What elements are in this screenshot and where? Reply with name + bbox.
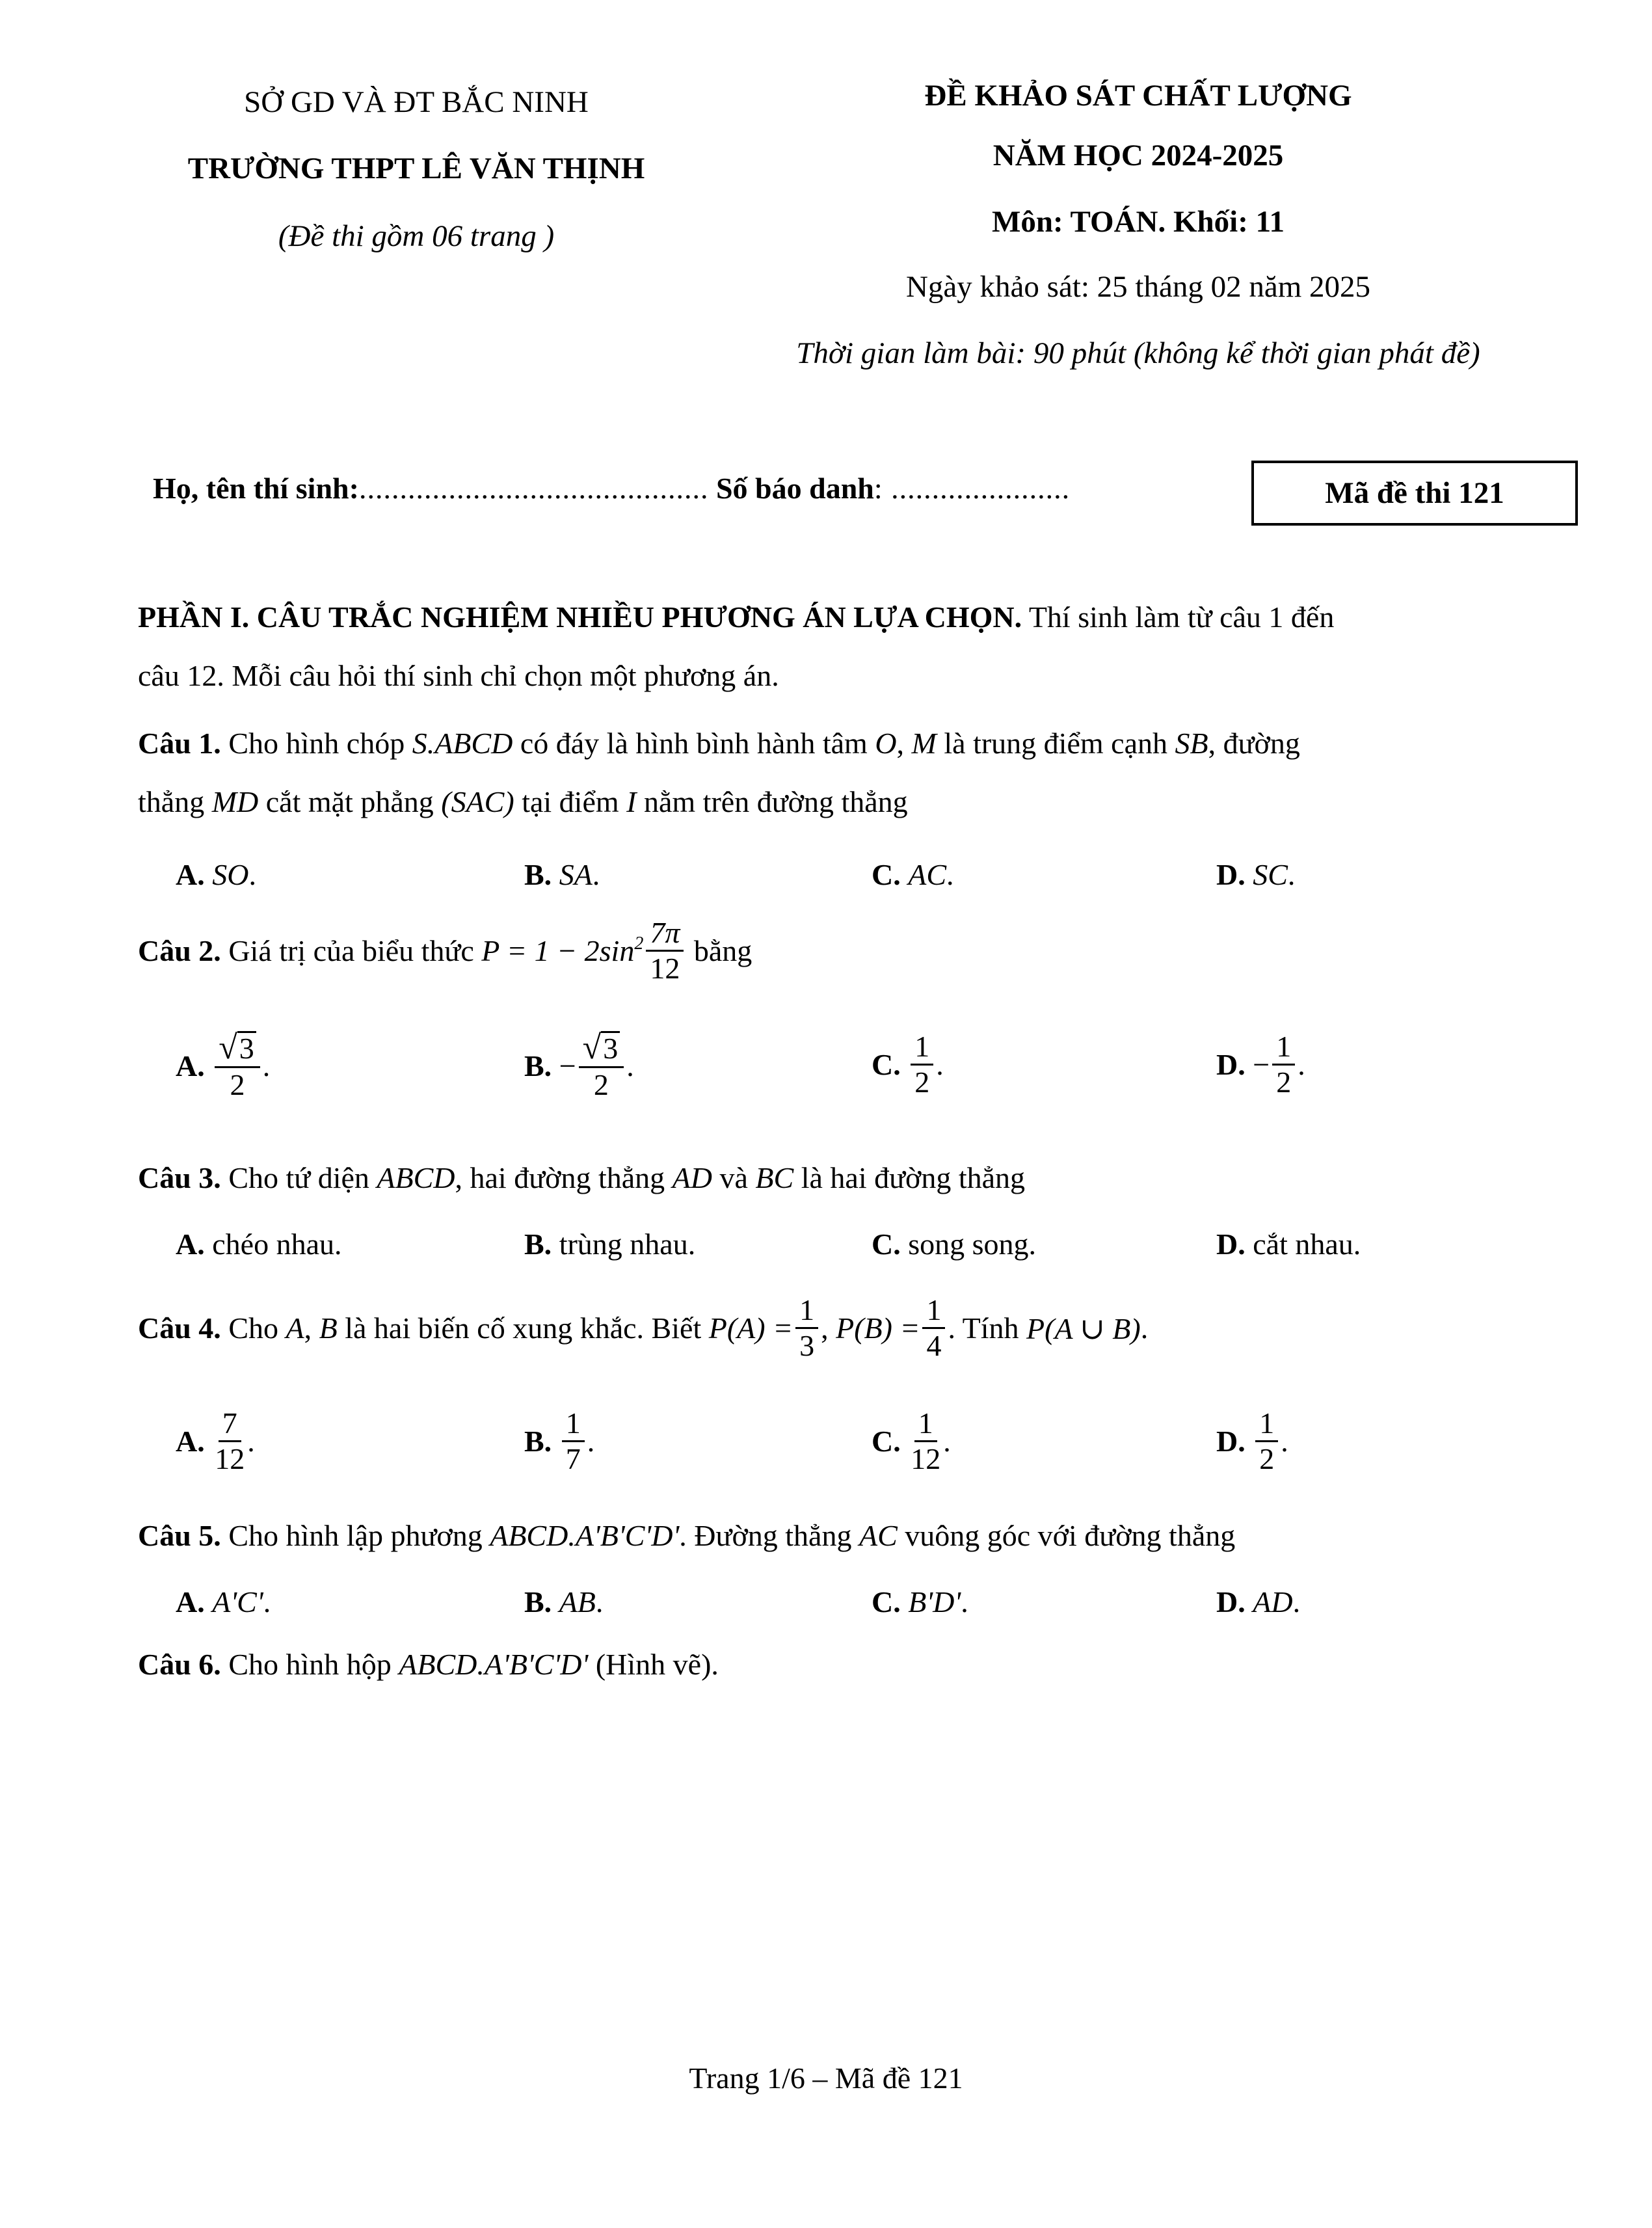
option-letter: C. bbox=[872, 1425, 901, 1458]
option-letter: B. bbox=[524, 1585, 552, 1618]
question-text: Cho hình chóp bbox=[220, 727, 412, 760]
denominator: 2 bbox=[1259, 1442, 1275, 1476]
option-value: SO bbox=[212, 858, 249, 891]
question-text: cắt mặt phẳng bbox=[258, 785, 442, 818]
option-value: AD bbox=[1253, 1585, 1293, 1618]
denominator: 2 bbox=[230, 1068, 245, 1101]
math-term: M bbox=[911, 727, 937, 760]
section-heading bbox=[138, 600, 1334, 634]
question-text: có đáy là hình bình hành tâm bbox=[513, 727, 875, 760]
numerator: 1 bbox=[911, 1031, 933, 1066]
question-label: Câu 6. bbox=[138, 1648, 221, 1681]
fraction bbox=[922, 1295, 945, 1362]
question-text: , bbox=[304, 1311, 319, 1345]
exam-code: Mã đề thi 121 bbox=[1325, 476, 1504, 510]
department: SỞ GD VÀ ĐT BẮC NINH bbox=[244, 85, 589, 119]
q2-option-d[interactable]: D. − $\frac{1}{2}$ . bbox=[1216, 1030, 1305, 1099]
question-text: Cho bbox=[220, 1311, 286, 1345]
subject-grade: Môn: TOÁN. Khối: 11 bbox=[991, 205, 1285, 239]
denominator: 4 bbox=[926, 1329, 942, 1363]
math-term: AD bbox=[672, 1161, 712, 1194]
fraction bbox=[562, 1408, 585, 1475]
question-text: (Hình vẽ). bbox=[588, 1648, 719, 1681]
sqrt-icon: √ 3 bbox=[583, 1031, 620, 1065]
q3-option-b[interactable] bbox=[524, 1227, 695, 1261]
question-text: Cho tứ diện bbox=[220, 1161, 377, 1194]
name-field[interactable]: ........................................... bbox=[358, 472, 709, 505]
question-text: , bbox=[821, 1311, 836, 1345]
id-label: Số báo danh bbox=[715, 472, 874, 505]
option-letter: A. bbox=[176, 858, 205, 891]
question-text: , đường bbox=[1208, 727, 1300, 760]
math-term: SB bbox=[1175, 727, 1208, 760]
q2-option-a[interactable]: A. √ 3 2 . bbox=[176, 1029, 271, 1101]
question-4 bbox=[138, 1295, 1148, 1362]
q5-option-c[interactable]: C. B'D'. bbox=[872, 1585, 968, 1618]
denominator: 7 bbox=[565, 1442, 581, 1476]
fraction bbox=[911, 1031, 933, 1099]
option-value: SC bbox=[1253, 858, 1288, 891]
question-text: bằng bbox=[686, 934, 753, 968]
exam-date: Ngày khảo sát: 25 tháng 02 năm 2025 bbox=[905, 270, 1371, 304]
option-letter: D. bbox=[1216, 1048, 1246, 1082]
math-term: AC bbox=[859, 1519, 898, 1552]
id-field[interactable]: : ...................... bbox=[873, 472, 1071, 505]
section-title: PHẦN I. CÂU TRẮC NGHIỆM NHIỀU PHƯƠNG ÁN LỰA CHỌN. bbox=[138, 600, 1022, 634]
option-letter: A. bbox=[176, 1228, 205, 1261]
denominator: 12 bbox=[650, 952, 680, 986]
candidate-line bbox=[153, 471, 1070, 505]
fraction bbox=[579, 1031, 624, 1101]
question-5 bbox=[138, 1518, 1235, 1553]
page-footer: Trang 1/6 – Mã đề 121 bbox=[689, 2061, 963, 2095]
math-term: BC bbox=[755, 1161, 794, 1194]
option-letter: C. bbox=[872, 1585, 901, 1618]
question-text: Giá trị của biểu thức bbox=[220, 934, 482, 968]
pages-note: (Đề thi gồm 06 trang ) bbox=[278, 219, 555, 253]
q3-option-a[interactable] bbox=[176, 1227, 342, 1261]
school-name: TRƯỜNG THPT LÊ VĂN THỊNH bbox=[187, 152, 645, 185]
option-value: AB bbox=[559, 1585, 596, 1618]
math-term: O bbox=[875, 727, 897, 760]
q1-option-a[interactable]: A. SO. bbox=[176, 858, 256, 891]
question-1-cont bbox=[138, 785, 908, 819]
option-letter: A. bbox=[176, 1585, 205, 1618]
numerator: 7π bbox=[646, 917, 684, 952]
q2-option-c[interactable]: C. $\frac{1}{2}$ . bbox=[872, 1030, 944, 1099]
question-text: là hai biến cố xung khắc. Biết bbox=[337, 1311, 709, 1345]
option-value: A'C' bbox=[212, 1585, 263, 1618]
q1-option-b[interactable]: B. SA. bbox=[524, 858, 600, 891]
math-term: ABCD.A'B'C'D' bbox=[490, 1519, 680, 1552]
option-letter: C. bbox=[872, 858, 901, 891]
question-label: Câu 4. bbox=[138, 1311, 221, 1345]
numerator: 1 bbox=[914, 1408, 937, 1442]
fraction bbox=[911, 1408, 940, 1475]
section-instruction-2: câu 12. Mỗi câu hỏi thí sinh chỉ chọn một phương án. bbox=[138, 659, 779, 692]
question-text: thẳng bbox=[138, 785, 212, 818]
question-text: , hai đường thẳng bbox=[455, 1161, 673, 1194]
denominator: 12 bbox=[911, 1442, 941, 1476]
question-label: Câu 3. bbox=[138, 1161, 221, 1194]
exam-duration: Thời gian làm bài: 90 phút (không kể thời gian phát đề) bbox=[796, 336, 1480, 370]
q4-option-b[interactable]: B. $\frac{1}{7}$ . bbox=[524, 1406, 595, 1476]
question-text: và bbox=[712, 1161, 756, 1194]
radicand: 3 bbox=[237, 1031, 256, 1064]
option-letter: D. bbox=[1216, 1425, 1246, 1458]
question-text: , bbox=[896, 727, 912, 760]
numerator: 1 bbox=[922, 1295, 945, 1329]
question-3 bbox=[138, 1161, 1025, 1195]
option-letter: A. bbox=[176, 1425, 205, 1458]
sqrt-icon: √ 3 bbox=[219, 1031, 256, 1065]
math-term: S.ABCD bbox=[412, 727, 513, 760]
math-term: B bbox=[319, 1311, 338, 1345]
section-instruction-1: Thí sinh làm từ câu 1 đến bbox=[1022, 600, 1335, 634]
math-term: A bbox=[286, 1311, 304, 1345]
option-letter: B. bbox=[524, 1049, 552, 1083]
denominator: 2 bbox=[1276, 1066, 1292, 1099]
fraction bbox=[795, 1295, 818, 1362]
question-text: là trung điểm cạnh bbox=[936, 727, 1175, 760]
sign: − bbox=[559, 1049, 576, 1083]
denominator: 12 bbox=[215, 1442, 245, 1476]
math-term: ABCD.A'B'C'D' bbox=[399, 1648, 589, 1681]
q3-option-d[interactable] bbox=[1216, 1227, 1361, 1261]
option-value: trùng nhau. bbox=[559, 1228, 696, 1261]
probability-union: P(A ∪ B) bbox=[1026, 1311, 1141, 1345]
math-term: (SAC) bbox=[441, 785, 514, 818]
expression-part: P = 1 − 2sin bbox=[481, 934, 635, 968]
fraction bbox=[1255, 1408, 1278, 1475]
option-value: B'D' bbox=[908, 1585, 961, 1618]
q5-option-b[interactable]: B. AB. bbox=[524, 1585, 604, 1618]
option-value: song song. bbox=[908, 1228, 1037, 1261]
numerator: 1 bbox=[562, 1408, 585, 1442]
school-year: NĂM HỌC 2024-2025 bbox=[993, 139, 1284, 172]
denominator: 3 bbox=[799, 1329, 815, 1363]
fraction bbox=[215, 1031, 260, 1101]
q5-option-d[interactable]: D. AD. bbox=[1216, 1585, 1301, 1618]
exam-title: ĐỀ KHẢO SÁT CHẤT LƯỢNG bbox=[924, 79, 1352, 113]
option-letter: C. bbox=[872, 1228, 901, 1261]
option-letter: D. bbox=[1216, 1228, 1246, 1261]
question-text: vuông góc với đường thẳng bbox=[897, 1519, 1236, 1552]
question-6 bbox=[138, 1647, 719, 1682]
numerator: 1 bbox=[795, 1295, 818, 1329]
question-text: là hai đường thẳng bbox=[793, 1161, 1026, 1194]
question-text: nằm trên đường thẳng bbox=[636, 785, 908, 818]
option-letter: D. bbox=[1216, 858, 1246, 891]
math-term: ABCD bbox=[377, 1161, 455, 1194]
q3-option-c[interactable] bbox=[872, 1227, 1036, 1261]
q4-option-a[interactable]: A. $\frac{7}{12}$ . bbox=[176, 1406, 255, 1476]
numerator: 1 bbox=[1272, 1031, 1295, 1066]
exam-code-box bbox=[1251, 461, 1578, 526]
denominator: 2 bbox=[593, 1068, 609, 1101]
question-text: . Đường thẳng bbox=[679, 1519, 859, 1552]
option-value: chéo nhau. bbox=[212, 1228, 342, 1261]
option-value: AC bbox=[908, 858, 947, 891]
numerator: 1 bbox=[1255, 1408, 1278, 1442]
math-term: MD bbox=[211, 785, 259, 818]
question-text: . Tính bbox=[948, 1311, 1027, 1345]
question-2 bbox=[138, 917, 752, 985]
option-letter: B. bbox=[524, 858, 552, 891]
denominator: 2 bbox=[914, 1066, 930, 1099]
expression bbox=[481, 933, 643, 968]
option-value: cắt nhau. bbox=[1253, 1228, 1361, 1261]
exponent: 2 bbox=[634, 933, 644, 954]
sign: − bbox=[1253, 1048, 1270, 1082]
question-text: tại điểm bbox=[514, 785, 627, 818]
q5-option-a[interactable]: A. A'C'. bbox=[176, 1585, 271, 1618]
question-text: Cho hình lập phương bbox=[220, 1519, 490, 1552]
fraction bbox=[646, 917, 684, 985]
fraction bbox=[215, 1408, 245, 1475]
q2-option-b[interactable]: B. − √ 3 2 . bbox=[524, 1029, 634, 1101]
fraction bbox=[1272, 1031, 1295, 1099]
q4-option-c[interactable]: C. $\frac{1}{12}$ . bbox=[872, 1406, 951, 1476]
option-letter: C. bbox=[872, 1048, 901, 1082]
q1-option-d[interactable]: D. SC. bbox=[1216, 858, 1296, 891]
radicand: 3 bbox=[601, 1031, 620, 1064]
question-label: Câu 5. bbox=[138, 1519, 221, 1552]
name-label: Họ, tên thí sinh: bbox=[153, 472, 359, 505]
math-term: I bbox=[626, 785, 637, 818]
option-value: SA bbox=[559, 858, 593, 891]
option-letter: A. bbox=[176, 1049, 205, 1083]
option-letter: B. bbox=[524, 1228, 552, 1261]
question-label: Câu 1. bbox=[138, 727, 221, 760]
probability-b: P(B) = bbox=[836, 1311, 920, 1345]
numerator: 7 bbox=[219, 1408, 241, 1442]
option-letter: B. bbox=[524, 1425, 552, 1458]
option-letter: D. bbox=[1216, 1585, 1246, 1618]
question-text: Cho hình hộp bbox=[220, 1648, 399, 1681]
q4-option-d[interactable]: D. $\frac{1}{2}$ . bbox=[1216, 1406, 1288, 1476]
question-1 bbox=[138, 726, 1300, 760]
q1-option-c[interactable]: C. AC. bbox=[872, 858, 954, 891]
probability-a: P(A) = bbox=[708, 1311, 793, 1345]
question-text: . bbox=[1140, 1311, 1149, 1345]
question-label: Câu 2. bbox=[138, 934, 221, 968]
